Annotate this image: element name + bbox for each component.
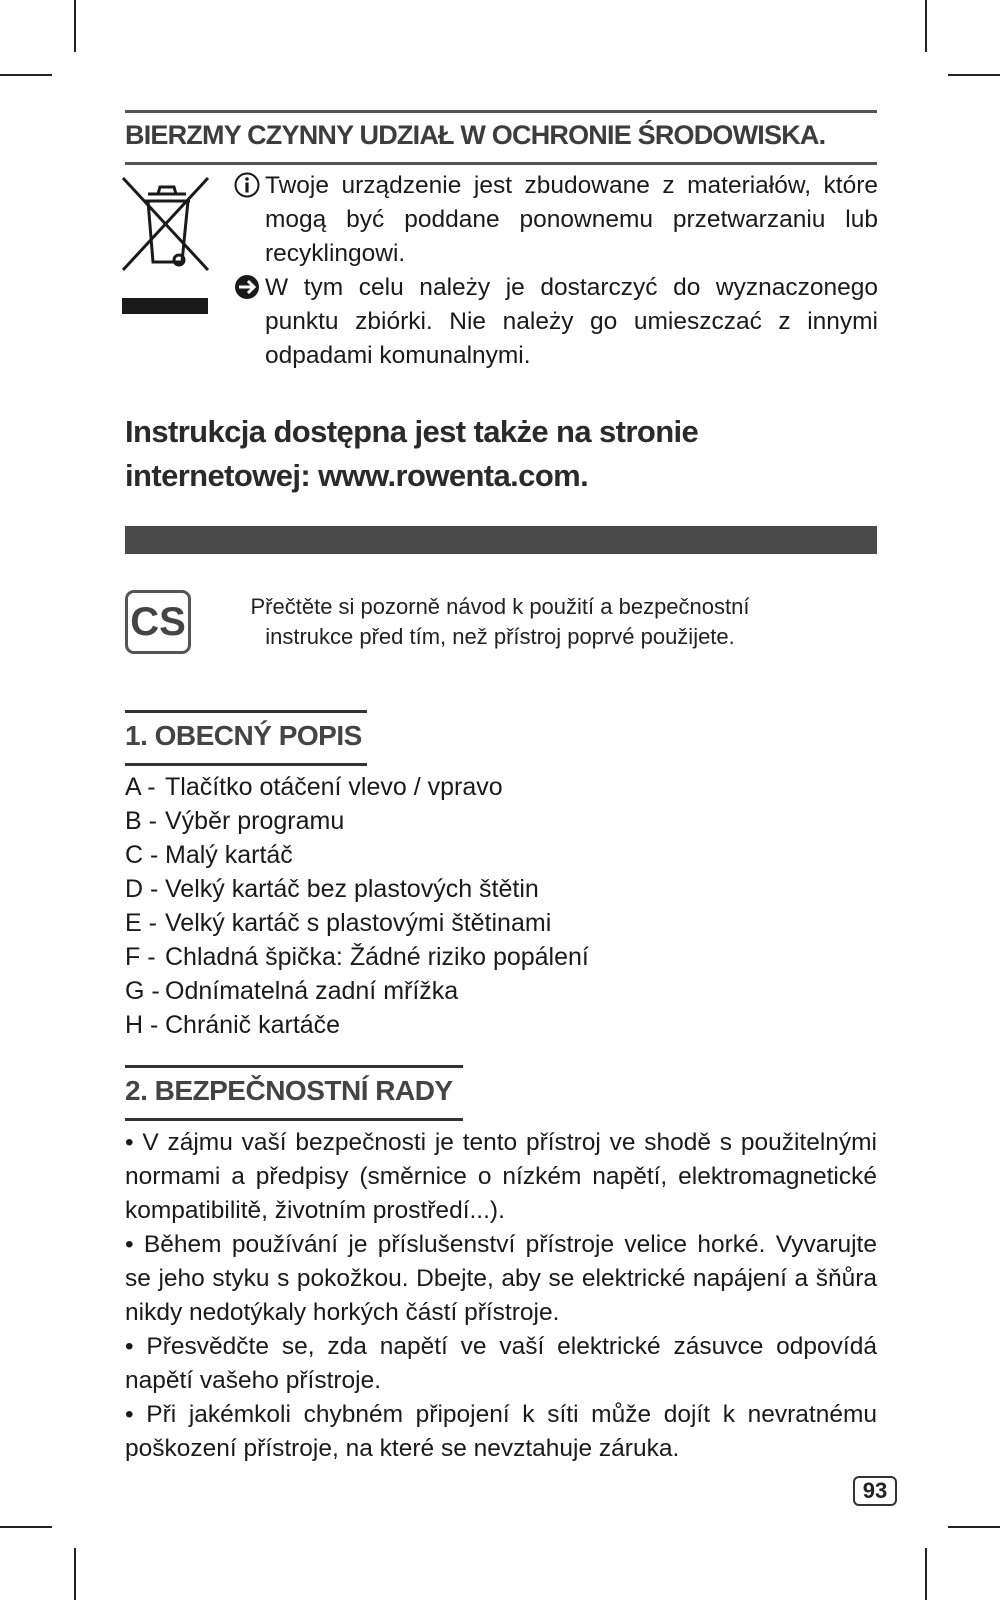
item-letter: F - bbox=[125, 943, 156, 971]
env-text-line: Twoje urządzenie jest zbudowane z materiałów, które bbox=[265, 172, 878, 199]
crop-mark bbox=[74, 1548, 76, 1600]
crop-mark bbox=[948, 74, 1000, 76]
online-notice-line: internetowej: www.rowenta.com. bbox=[125, 458, 589, 493]
section-divider-bar bbox=[125, 526, 877, 554]
env-paragraph-arrow bbox=[233, 271, 878, 373]
item-label: Chránič kartáče bbox=[165, 1011, 341, 1039]
crop-mark bbox=[0, 1526, 52, 1528]
item-letter: C - bbox=[125, 841, 159, 869]
note-line: Přečtěte si pozorně návod k použití a bezpečnostní bbox=[250, 594, 750, 619]
env-text-line: recyklingowi. bbox=[265, 240, 406, 267]
item-letter: G - bbox=[125, 977, 160, 1005]
item-label: Výběr programu bbox=[165, 807, 345, 835]
language-code-badge: CS bbox=[125, 590, 191, 654]
safety-text bbox=[125, 1126, 877, 1466]
crop-mark bbox=[948, 1526, 1000, 1528]
env-text-line: W tym celu należy je dostarczyć do wyznaczonego bbox=[265, 274, 878, 301]
crop-mark bbox=[925, 1548, 927, 1600]
item-letter: E - bbox=[125, 909, 157, 937]
item-label: Chladná špička: Žádné riziko popálení bbox=[165, 943, 589, 971]
env-top-rule bbox=[125, 110, 877, 113]
safety-line: normami a předpisy (směrnice o nízkém napětí, elektromagnetické bbox=[125, 1163, 877, 1190]
crossed-out-wheelie-bin-icon bbox=[122, 176, 212, 318]
env-paragraph-info bbox=[233, 169, 878, 271]
info-circle-icon bbox=[233, 171, 261, 199]
safety-line: • V zájmu vaší bezpečnosti je tento přístroj ve shodě s použitelnými bbox=[125, 1129, 877, 1156]
item-letter: B - bbox=[125, 807, 157, 835]
env-text-line: mogą być poddane ponownemu przetwarzaniu lub bbox=[265, 206, 878, 233]
item-letter: H - bbox=[125, 1011, 159, 1039]
crop-mark bbox=[0, 74, 52, 76]
item-letter: A - bbox=[125, 773, 156, 801]
arrow-right-circle-icon bbox=[233, 273, 261, 301]
safety-line: kompatibilitě, životním prostředí...). bbox=[125, 1197, 505, 1224]
item-label: Tlačítko otáčení vlevo / vpravo bbox=[165, 773, 503, 801]
read-instructions-note bbox=[220, 592, 780, 652]
safety-line: napětí vašeho přístroje. bbox=[125, 1367, 382, 1394]
safety-line: se jeho styku s pokožkou. Dbejte, aby se elektrické napájení a šňůra bbox=[125, 1265, 877, 1292]
section2-bottom-rule bbox=[125, 1118, 463, 1121]
item-letter: D - bbox=[125, 875, 159, 903]
env-text-line: odpadami komunalnymi. bbox=[265, 342, 531, 369]
item-label: Velký kartáč s plastovými štětinami bbox=[165, 909, 552, 937]
online-manual-notice bbox=[125, 410, 865, 498]
safety-line: • Během používání je příslušenství přístroje velice horké. Vyvarujte bbox=[125, 1231, 877, 1258]
online-notice-line: Instrukcja dostępna jest także na stronie bbox=[125, 414, 699, 449]
safety-line: • Přesvědčte se, zda napětí ve vaší elektrické zásuvce odpovídá bbox=[125, 1333, 877, 1360]
section1-title: 1. OBECNÝ POPIS bbox=[125, 720, 362, 751]
env-bottom-rule bbox=[125, 162, 877, 165]
item-label: Malý kartáč bbox=[165, 841, 293, 869]
crop-mark bbox=[925, 0, 927, 52]
section2-title: 2. BEZPEČNOSTNÍ RADY bbox=[125, 1075, 453, 1106]
safety-line: nikdy nedotýkaly horkých částí přístroje. bbox=[125, 1299, 560, 1326]
safety-line: • Při jakémkoli chybném připojení k síti může dojít k nevratnému bbox=[125, 1401, 877, 1428]
section1-bottom-rule bbox=[125, 763, 367, 766]
item-label: Odnímatelná zadní mřížka bbox=[165, 977, 459, 1005]
note-line: instrukce před tím, než přístroj poprvé použijete. bbox=[265, 624, 735, 649]
safety-line: poškození přístroje, na které se nevztahuje záruka. bbox=[125, 1435, 680, 1462]
item-label: Velký kartáč bez plastových štětin bbox=[165, 875, 539, 903]
crop-mark bbox=[74, 0, 76, 52]
section2-top-rule bbox=[125, 1065, 463, 1068]
page-number: 93 bbox=[853, 1476, 897, 1506]
section1-top-rule bbox=[125, 710, 367, 713]
env-title: BIERZMY CZYNNY UDZIAŁ W OCHRONIE ŚRODOWISKA. bbox=[125, 120, 826, 150]
env-text-line: punktu zbiórki. Nie należy go umieszczać z innymi bbox=[265, 308, 878, 335]
